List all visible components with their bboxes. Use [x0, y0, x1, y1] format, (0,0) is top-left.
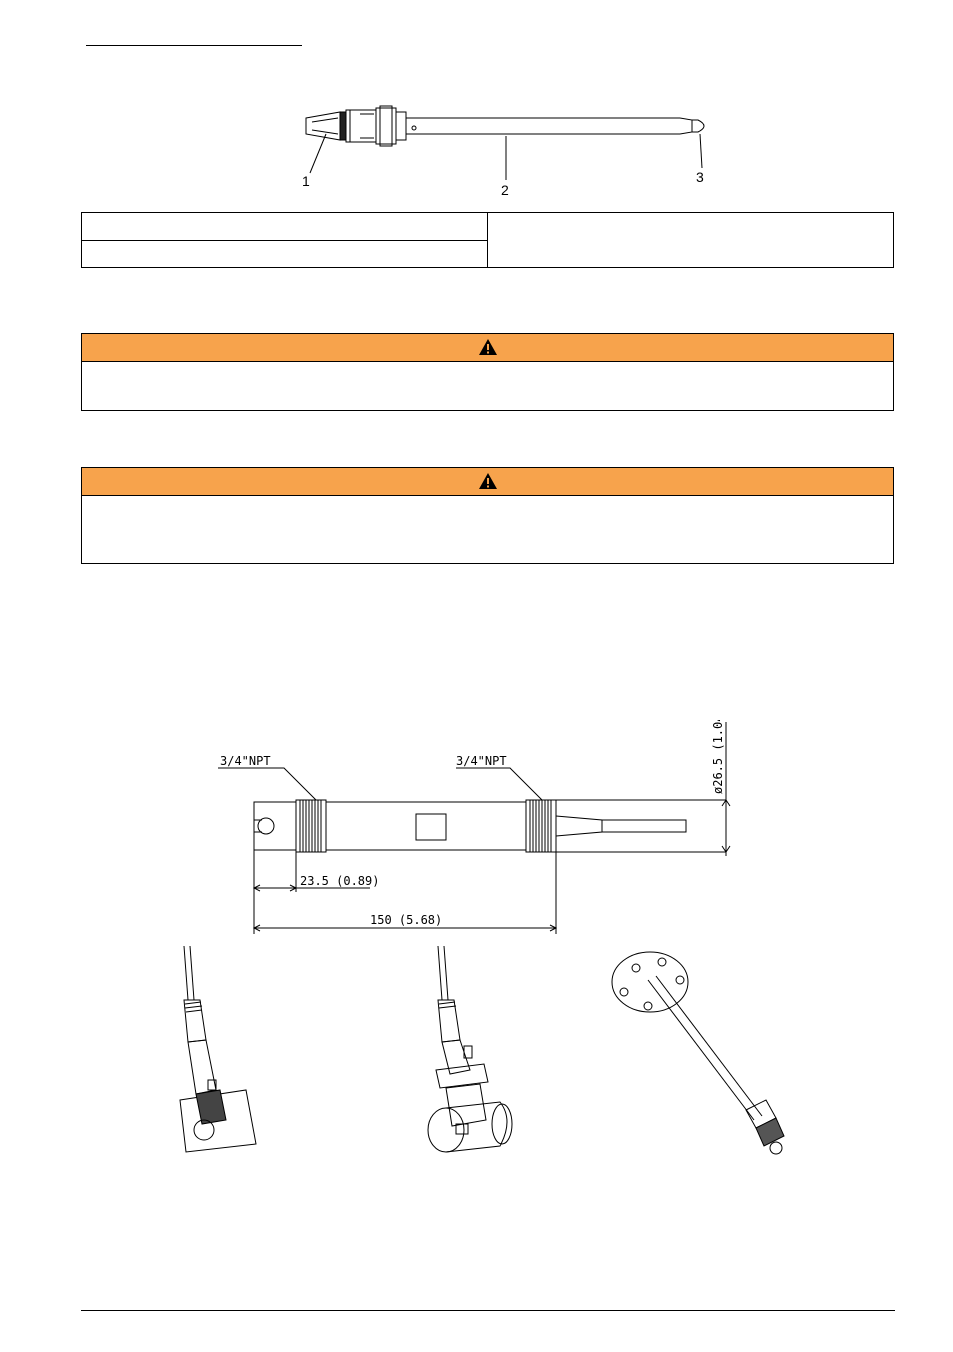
mounting-options-svg: [150, 940, 830, 1170]
callout-1-leader: [310, 134, 326, 173]
dim-short-length: 23.5 (0.89): [300, 874, 380, 888]
dim-diameter: ø26.5 (1.04): [711, 720, 725, 794]
warning-header: [82, 468, 893, 496]
footer-rule: [81, 1310, 895, 1311]
warning-icon: [478, 472, 498, 490]
legend-row-1: [82, 213, 488, 241]
warning-box-1: [81, 333, 894, 411]
callout-1: 1: [302, 173, 310, 189]
warning-icon: [478, 338, 498, 356]
warning-box-2: [81, 467, 894, 564]
mount-tee: [428, 946, 512, 1152]
mounting-options-figure: [150, 940, 830, 1170]
dimension-drawing: [210, 720, 750, 940]
dim-total-length: 150 (5.68): [370, 913, 443, 927]
sensor-overview-figure: [290, 98, 730, 198]
warning-header: [82, 334, 893, 362]
callout-2: 2: [501, 182, 509, 198]
sensor-drawing: [290, 98, 730, 198]
mount-flange: [612, 952, 784, 1154]
legend-row-2: [82, 241, 488, 267]
sensor-dimension-svg: [210, 720, 750, 940]
legend-table: [81, 212, 894, 268]
thread-label-left: 3/4"NPT: [220, 754, 271, 768]
mount-block: [180, 946, 256, 1152]
header-rule: [86, 45, 302, 46]
thread-label-right: 3/4"NPT: [456, 754, 507, 768]
legend-right-cell: [488, 213, 893, 267]
callout-3: 3: [696, 169, 704, 185]
callout-3-leader: [700, 134, 702, 168]
